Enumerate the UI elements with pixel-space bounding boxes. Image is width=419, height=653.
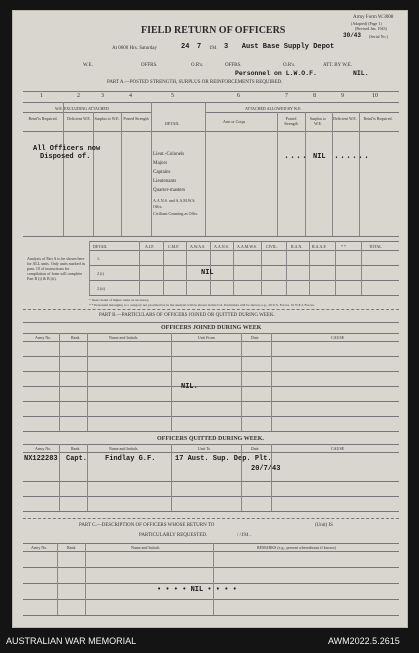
hdr-deficient-left: Deficient W.E. (67, 116, 91, 121)
date-month: 7 (197, 43, 202, 51)
an-row-1: 1. (97, 256, 100, 261)
part-a-heading: PART A.—POSTED STRENGTH, SURPLUS OR REINFORCEMENTS REQUIRED. (107, 80, 283, 85)
hdr-reinf-right: Reinf'ts Required. (363, 116, 393, 121)
an-hdr-aif: A.I.F. (145, 244, 155, 249)
form-title: FIELD RETURN OF OFFICERS (141, 25, 286, 36)
personnel-text: Personnel on L.W.O.F. (235, 70, 317, 77)
dots-left: • • • • (285, 155, 307, 161)
part-c-requested: PARTICULARLY REQUESTED. (139, 533, 208, 538)
we-label: W.E. (83, 63, 93, 68)
hdr-posted-right: Posted Strength (284, 116, 298, 126)
quitted-armyno: NX122283 (24, 455, 58, 463)
col-num-6: 6 (237, 93, 240, 99)
hdr-surplus-right: Surplus to W.E. (309, 116, 327, 126)
quitted-rank: Capt. (66, 455, 88, 463)
rank-lt-colonels: Lieut.-Colonels (153, 152, 185, 157)
c-hdr-remarks: REMARKS (e.g., present whereabouts if known) (257, 545, 336, 550)
footer-right: AWM2022.5.2615 (328, 636, 400, 646)
joined-hdr-unit: Unit From (198, 335, 215, 340)
analysis-nil: NIL (201, 269, 214, 277)
footer-left: AUSTRALIAN WAR MEMORIAL (6, 636, 137, 646)
an-hdr-ran: R.A.N. (291, 244, 303, 249)
joined-title: OFFICERS JOINED DURING WEEK (161, 325, 262, 331)
form-sheet (12, 10, 408, 628)
hdr-posted-left: Posted Strength (123, 116, 149, 121)
c-hdr-rank: Rank (67, 545, 76, 550)
form-id: Army Form W.3008 (353, 15, 394, 20)
rank-captains: Captains (153, 170, 171, 175)
serial-label: (Serial No.) (369, 34, 388, 39)
group-left: W.E. EXCLUDING ATTACHED (55, 106, 109, 111)
an-hdr-detail: DETAIL (93, 244, 108, 249)
an-hdr-aamws: A.A.M.W.S. (237, 244, 257, 249)
quitted-hdr-rank: Rank (71, 446, 80, 451)
serial-number: 30/43 (343, 32, 362, 39)
rank-aans: A.A.N.S. and A.A.M.W.S. Offrs. (153, 198, 196, 209)
joined-hdr-name: Name and Initials (109, 335, 138, 340)
hdr-surplus-left: Surplus to W.E. (94, 116, 120, 121)
part-c-date: / /194 . (237, 533, 252, 538)
joined-nil: NIL. (181, 383, 198, 391)
rank-civilians: Civilians Counting as Offrs. (153, 211, 199, 216)
part-b-heading: PART B.—PARTICULARS OF OFFICERS JOINED OR QUITTED DURING WEEK. (99, 313, 275, 318)
joined-hdr-date: Date (251, 335, 259, 340)
joined-hdr-armyno: Army No. (35, 335, 52, 340)
unit-name: Aust Base Supply Depot (241, 43, 335, 51)
hdr-arm-corps: Arm or Corps (223, 119, 246, 124)
quitted-hdr-cause: CAUSE (331, 446, 345, 451)
ors-label-2: O.R's. (283, 63, 296, 68)
an-hdr-civil: CIVIL. (266, 244, 278, 249)
date-year: 3 (224, 43, 229, 51)
att-value: NIL. (353, 70, 369, 77)
hdr-detail: DETAIL (165, 121, 180, 126)
col-num-2: 2 (77, 93, 80, 99)
an-hdr-other: * * (341, 244, 346, 249)
date-year-prefix: 194 (209, 46, 217, 51)
col-num-3: 3 (101, 93, 104, 99)
quitted-date: 20/7/43 (251, 465, 281, 473)
dots-right: • • • • • • (335, 155, 369, 161)
col-num-8: 8 (313, 93, 316, 99)
footnote-2: * * Personnel belonging to a category not provided for in the analysis will be shown in this Col. Particulars will be shown; e.g., 20 U.S. Forces. 10 N.E.I. Forces. (89, 303, 315, 307)
quitted-title: OFFICERS QUITTED DURING WEEK. (157, 436, 264, 442)
col-num-9: 9 (341, 93, 344, 99)
joined-hdr-rank: Rank (71, 335, 80, 340)
part-a-nil: NIL (313, 153, 326, 161)
quitted-unit-to: 17 Aust. Sup. Dep. Plt. (175, 455, 272, 463)
hdr-reinf-left: Reinf'ts Required. (28, 116, 58, 121)
an-hdr-raaf: R.A.A.F. (312, 244, 327, 249)
col-num-1: 1 (40, 93, 43, 99)
offrs-label-2: OFFRS. (225, 63, 242, 68)
rank-lieutenants: Lieutenants (153, 179, 177, 184)
an-row-2i: 2.(i) (97, 271, 104, 276)
form-adapted: (Adapted) (Page 1) (351, 21, 382, 26)
quitted-hdr-name: Name and Initials (109, 446, 138, 451)
part-c-heading: PART C.—DESCRIPTION OF OFFICERS WHOSE RETURN TO (79, 523, 215, 528)
quitted-hdr-date: Date (251, 446, 259, 451)
c-hdr-armyno: Army No. (31, 545, 48, 550)
col-num-4: 4 (129, 93, 132, 99)
col-num-5: 5 (171, 93, 174, 99)
joined-hdr-cause: CAUSE (331, 335, 345, 340)
date-day: 24 (181, 43, 190, 51)
an-hdr-total: TOTAL (369, 244, 382, 249)
att-label: ATT. BY W.E. (323, 63, 353, 68)
rank-quartermasters: Quarter-masters (153, 188, 186, 193)
all-officers-line1: All Officers now (33, 145, 101, 153)
form-revised: (Revised Jan. 1943) (355, 26, 387, 31)
date-prefix: At 0600 Hrs. Saturday (112, 46, 157, 51)
rank-majors: Majors (153, 161, 168, 166)
hdr-deficient-right: Deficient W.E. (333, 116, 357, 121)
col-num-10: 10 (372, 93, 378, 99)
analysis-note: Analysis of Part A to be shown here for ALL units. Only units marked in para. 10 of instructions for compilation of form will complete Part B (i) & B (ii). (27, 256, 85, 281)
footnote-1: * Insert detail of higher ranks as necessary. (89, 298, 150, 302)
col-num-7: 7 (285, 93, 288, 99)
an-hdr-awas: A.W.A.S. (190, 244, 206, 249)
part-c-unit: (Unit) IS (315, 523, 333, 528)
an-hdr-cmf: C.M.F. (168, 244, 180, 249)
ors-label: O.R's. (191, 63, 204, 68)
all-officers-line2: Disposed of. (40, 153, 91, 161)
quitted-hdr-armyno: Army No. (35, 446, 52, 451)
offrs-label: OFFRS. (141, 63, 158, 68)
an-row-2ii: 2.(ii) (97, 286, 105, 291)
group-right: ATTACHED ALLOWED BY W.E. (245, 106, 302, 111)
an-hdr-aans: A.A.N.S. (214, 244, 229, 249)
quitted-name: Findlay G.F. (105, 455, 156, 463)
part-c-nil: • • • • NIL • • • • (157, 586, 237, 594)
quitted-hdr-unit: Unit To (198, 446, 211, 451)
c-hdr-name: Name and Initials (131, 545, 160, 550)
